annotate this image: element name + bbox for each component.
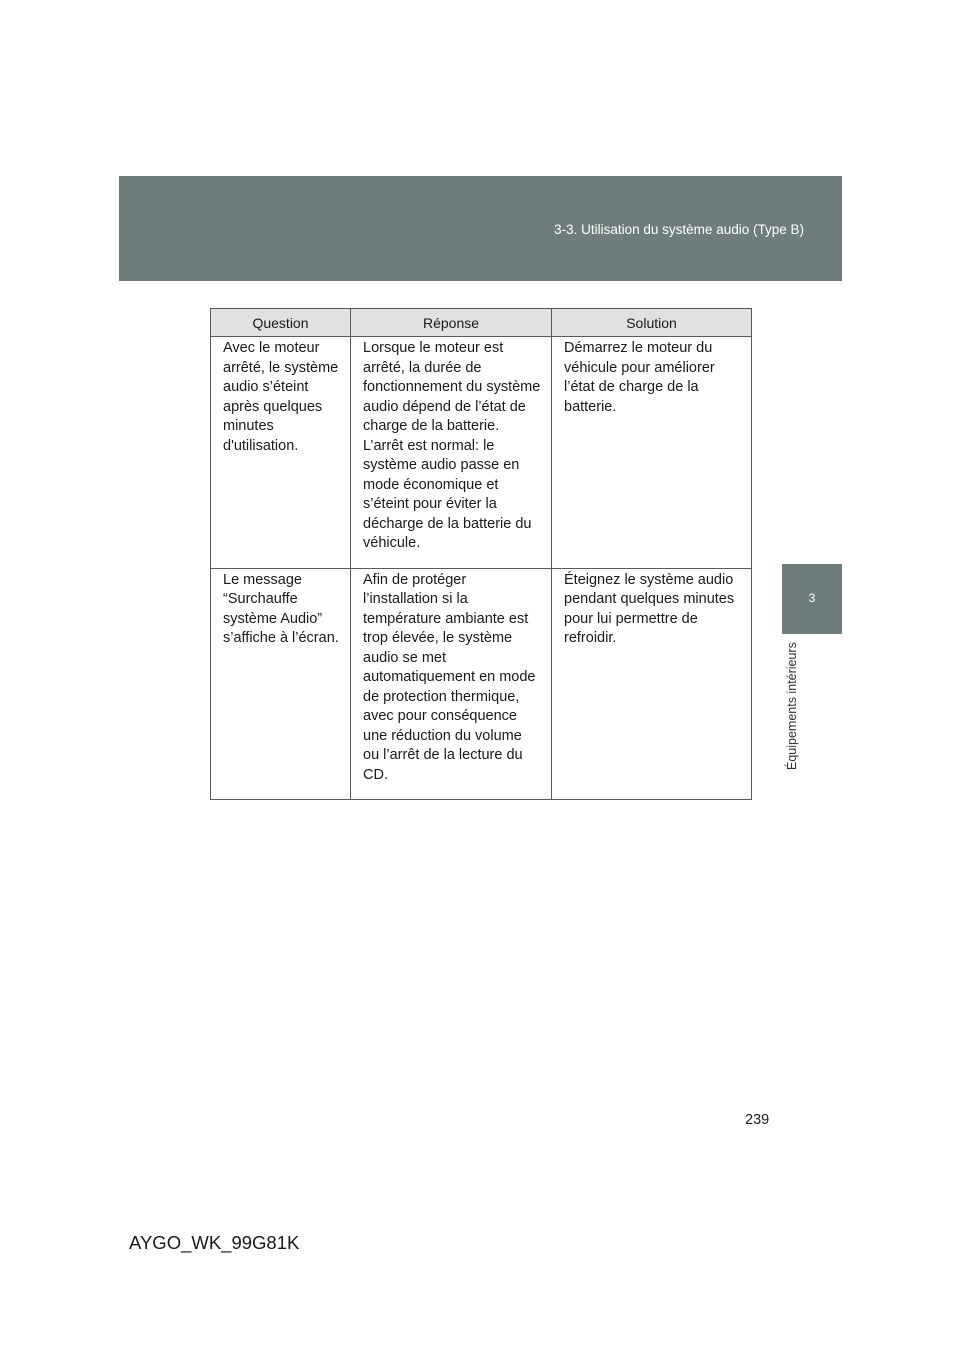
cell-line: Afin de protéger — [363, 571, 467, 588]
cell-line: arrêté, le système — [223, 359, 339, 376]
question-cell — [211, 568, 351, 800]
cell-line: de protection thermique, — [363, 688, 520, 705]
cell-line: véhicule. — [363, 535, 421, 551]
cell-line: s’affiche à l’écran. — [223, 630, 339, 646]
page-number: 239 — [745, 1112, 770, 1128]
cell-line: Éteignez le système audio — [564, 571, 734, 588]
cell-line: Avec le moteur — [223, 340, 320, 356]
cell-line: pour lui permettre de — [564, 610, 698, 627]
chapter-tab — [782, 564, 842, 634]
header-band — [119, 176, 842, 281]
cell-line: l’état de charge de la — [564, 379, 699, 395]
question-cell — [211, 337, 351, 569]
table-row — [211, 568, 752, 800]
table-row — [211, 337, 752, 569]
cell-line: refroidir. — [564, 630, 617, 646]
cell-line: avec pour conséquence — [363, 708, 517, 724]
cell-line: “Surchauffe — [223, 591, 298, 607]
cell-line: audio se met — [363, 649, 447, 666]
section-title: 3-3. Utilisation du système audio (Type B) — [554, 222, 804, 237]
answer-cell — [351, 568, 552, 800]
cell-line: après quelques — [223, 398, 323, 415]
answer-cell — [351, 337, 552, 569]
cell-line: s’éteint pour éviter la — [363, 496, 497, 512]
cell-line: ou l’arrêt de la lecture du — [363, 747, 523, 763]
cell-line: Démarrez le moteur du — [564, 340, 713, 356]
document-code: AYGO_WK_99G81K — [129, 1232, 300, 1253]
cell-line: CD. — [363, 766, 388, 783]
chapter-number: 3 — [808, 591, 816, 605]
cell-line: température ambiante est — [363, 610, 529, 627]
solution-cell — [552, 568, 752, 800]
cell-line: L’arrêt est normal: le — [363, 437, 495, 454]
cell-line: charge de la batterie. — [363, 418, 500, 434]
cell-line: mode économique et — [363, 476, 499, 493]
solution-cell — [552, 337, 752, 569]
qa-table — [210, 308, 752, 800]
cell-line: audio dépend de l’état de — [363, 398, 526, 415]
cell-line: arrêté, la durée de — [363, 359, 482, 376]
header-question: Question — [211, 309, 351, 337]
cell-line: batterie. — [564, 398, 617, 415]
cell-line: minutes — [223, 418, 274, 434]
cell-line: système audio passe en — [363, 457, 520, 473]
cell-line: audio s’éteint — [223, 379, 309, 395]
cell-line: automatiquement en mode — [363, 669, 536, 685]
cell-line: décharge de la batterie du — [363, 515, 532, 532]
cell-line: Le message — [223, 571, 302, 588]
cell-line: fonctionnement du système — [363, 379, 541, 395]
cell-line: l’installation si la — [363, 591, 468, 607]
cell-line: trop élevée, le système — [363, 630, 513, 646]
cell-line: pendant quelques minutes — [564, 591, 735, 607]
table-header-row — [211, 309, 752, 337]
header-reponse: Réponse — [351, 309, 552, 337]
cell-line: d'utilisation. — [223, 437, 299, 454]
cell-line: système Audio” — [223, 610, 323, 627]
cell-line: véhicule pour améliorer — [564, 359, 715, 376]
header-solution: Solution — [552, 309, 752, 337]
cell-line: une réduction du volume — [363, 727, 522, 744]
cell-line: Lorsque le moteur est — [363, 340, 504, 356]
chapter-label: Équipements intérieurs — [785, 642, 799, 770]
